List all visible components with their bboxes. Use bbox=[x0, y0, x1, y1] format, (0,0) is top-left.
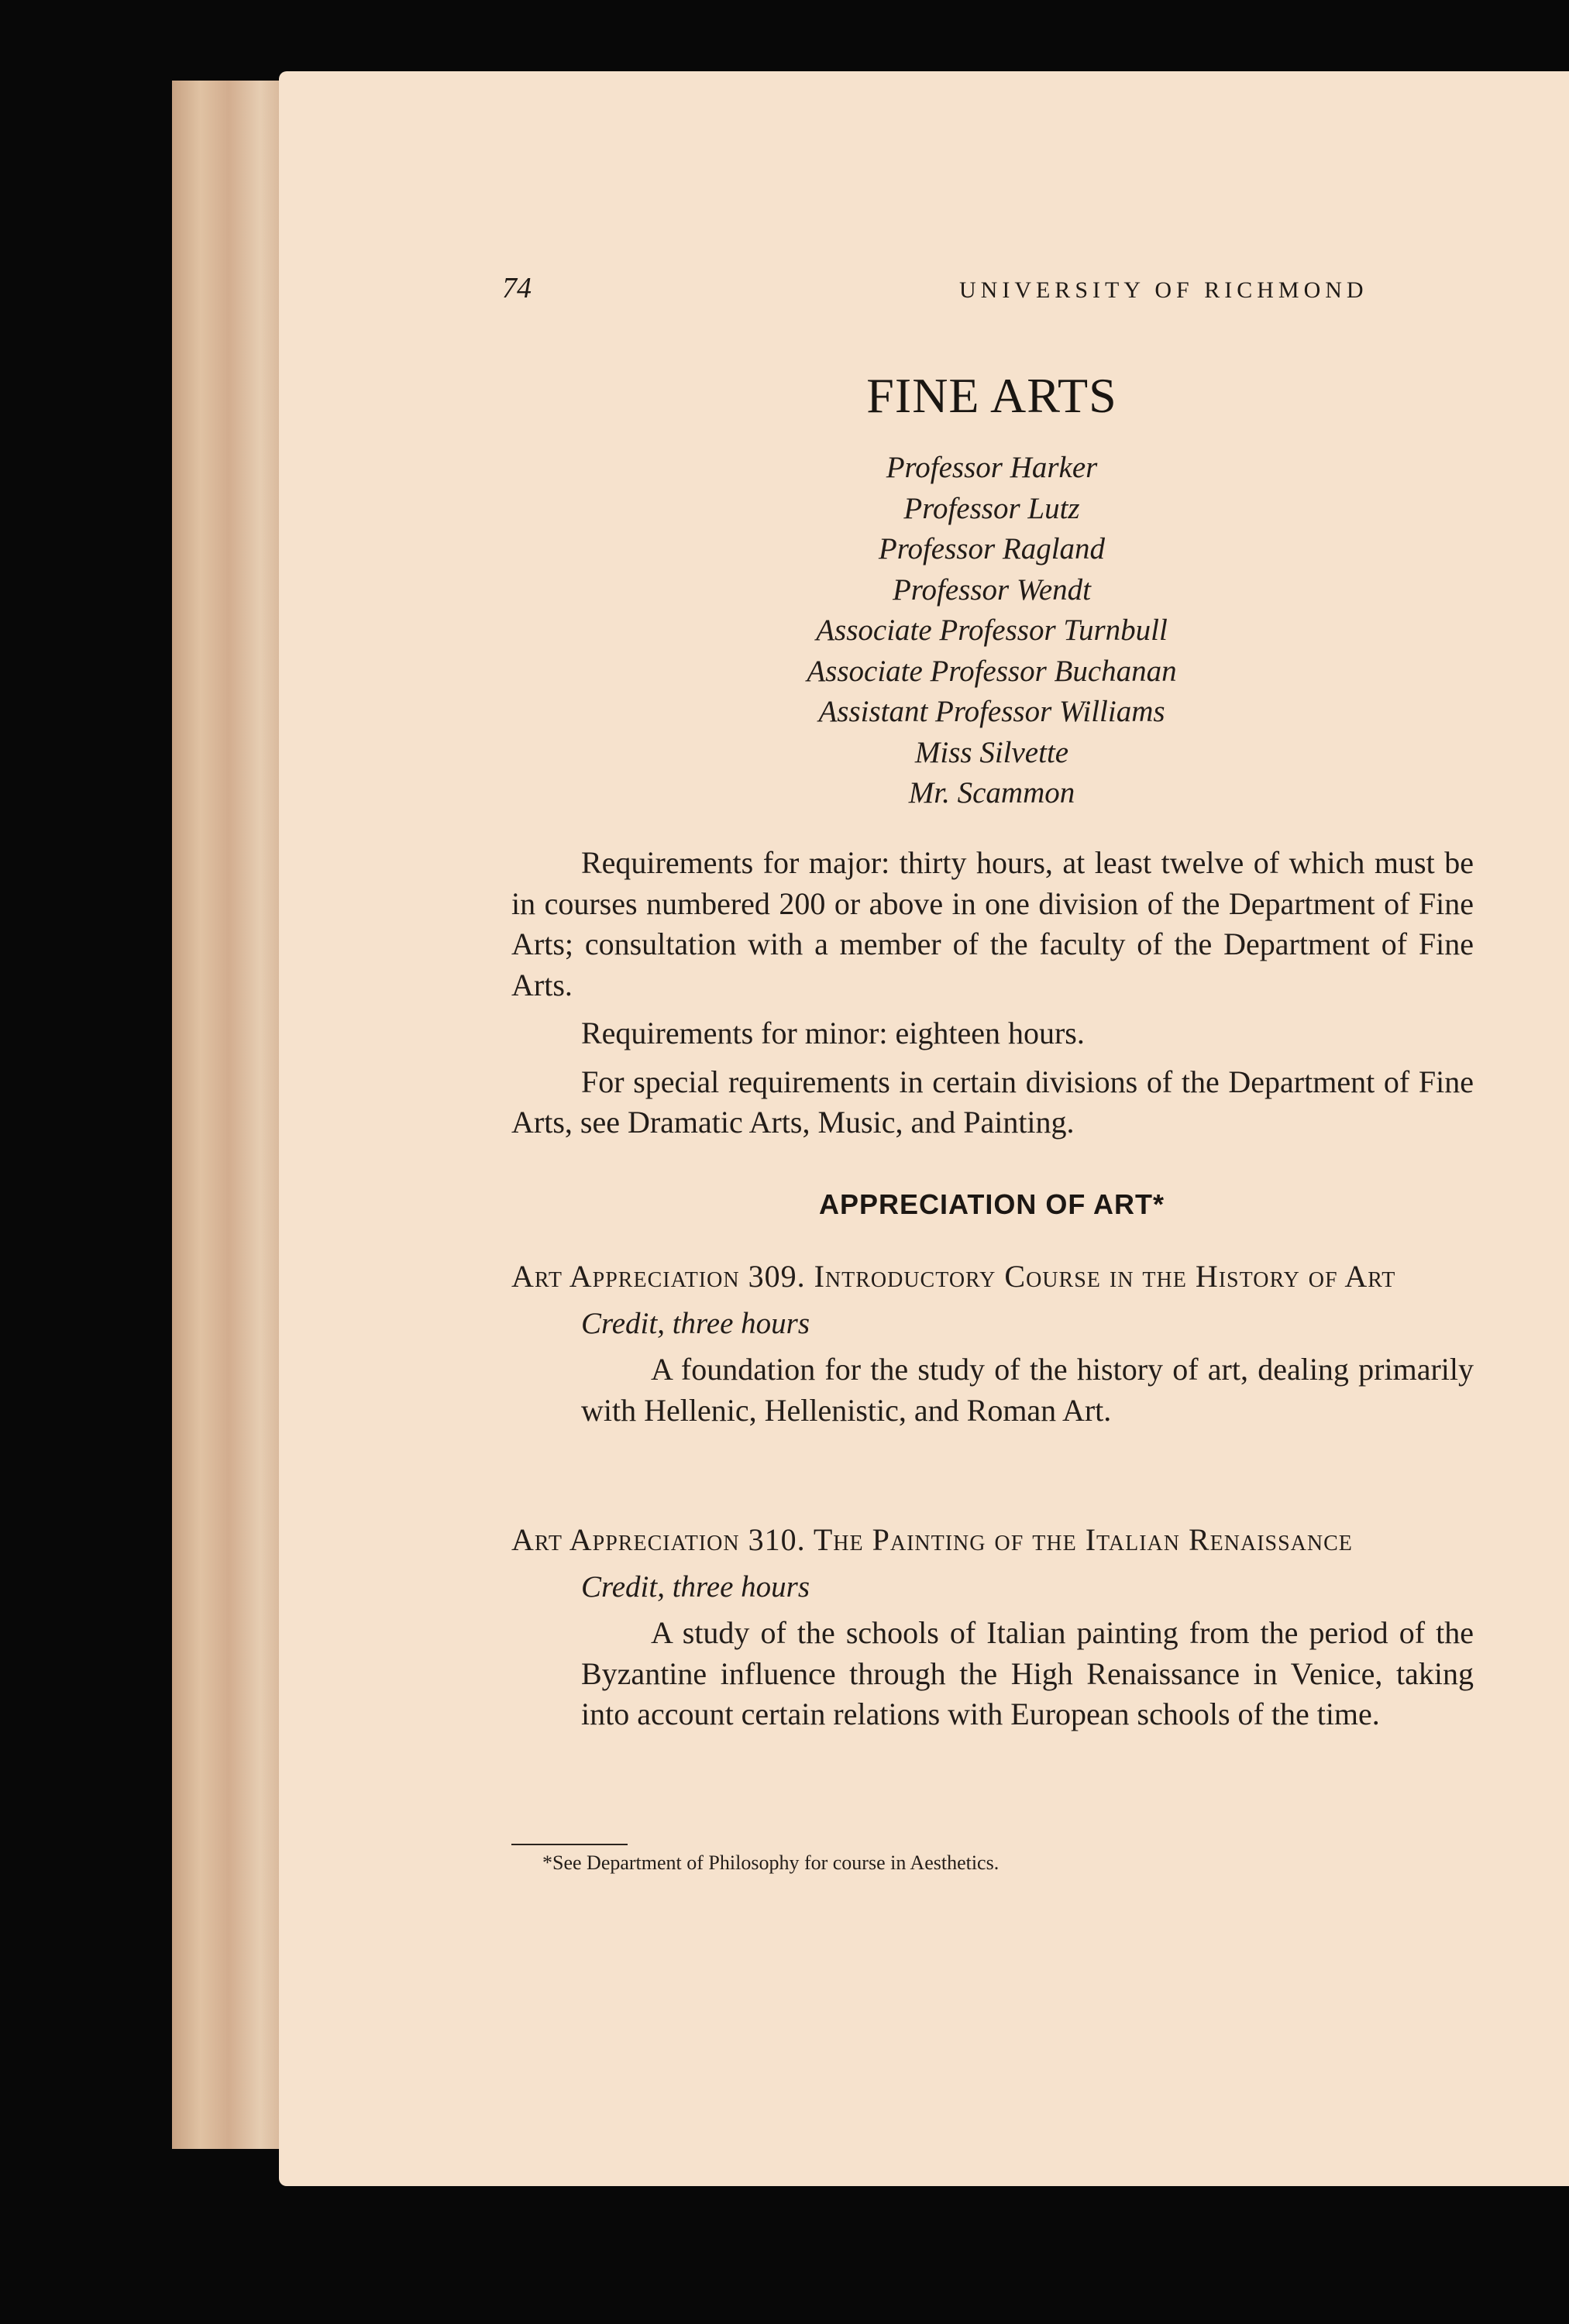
course-description: A foundation for the study of the history of art, dealing primarily with Hellenic, Hellenistic, and Roman Art. bbox=[581, 1352, 1474, 1428]
faculty-member: Mr. Scammon bbox=[908, 776, 1075, 810]
faculty-member: Associate Professor Turnbull bbox=[816, 614, 1168, 647]
course-entry bbox=[511, 1520, 1474, 1735]
requirements-minor: Requirements for minor: eighteen hours. bbox=[581, 1016, 1085, 1050]
course-credit: Credit, three hours bbox=[581, 1307, 810, 1340]
requirements-special: For special requirements in certain divisions of the Department of Fine Arts, see Dramatic Arts, Music, and Painting. bbox=[511, 1064, 1474, 1140]
course-description: A study of the schools of Italian painting from the period of the Byzantine influence through the High Renaissance in Venice, taking into account certain relations with European schools of the time. bbox=[581, 1615, 1474, 1731]
page-stack-edge bbox=[172, 81, 285, 2149]
faculty-member: Professor Wendt bbox=[892, 572, 1092, 607]
section-title: FINE ARTS bbox=[866, 368, 1117, 423]
course-heading: Art Appreciation 309. Introductory Course in the History of Art bbox=[511, 1259, 1396, 1294]
footnote: *See Department of Philosophy for course in Aesthetics. bbox=[542, 1851, 1000, 1874]
subsection-title: APPRECIATION OF ART* bbox=[818, 1188, 1165, 1220]
requirements-block bbox=[511, 843, 1474, 1151]
page-number: 74 bbox=[502, 272, 532, 304]
course-heading: Art Appreciation 310. The Painting of the Italian Renaissance bbox=[511, 1522, 1353, 1557]
faculty-member: Professor Lutz bbox=[903, 491, 1080, 525]
faculty-member: Professor Ragland bbox=[878, 532, 1106, 566]
footnote-rule bbox=[511, 1844, 628, 1845]
faculty-list bbox=[511, 448, 1472, 814]
course-entry bbox=[511, 1257, 1474, 1431]
faculty-member: Assistant Professor Williams bbox=[818, 695, 1165, 728]
course-credit: Credit, three hours bbox=[581, 1570, 810, 1604]
faculty-member: Associate Professor Buchanan bbox=[807, 654, 1177, 688]
requirements-major: Requirements for major: thirty hours, at least twelve of which must be in courses numbered 200 or above in one division of the Department of Fine Arts; consultation with a member of the faculty of the Department of Fine Arts. bbox=[511, 845, 1474, 1002]
faculty-member: Miss Silvette bbox=[914, 735, 1069, 769]
running-title: UNIVERSITY OF RICHMOND bbox=[959, 277, 1368, 303]
faculty-member: Professor Harker bbox=[886, 451, 1098, 484]
